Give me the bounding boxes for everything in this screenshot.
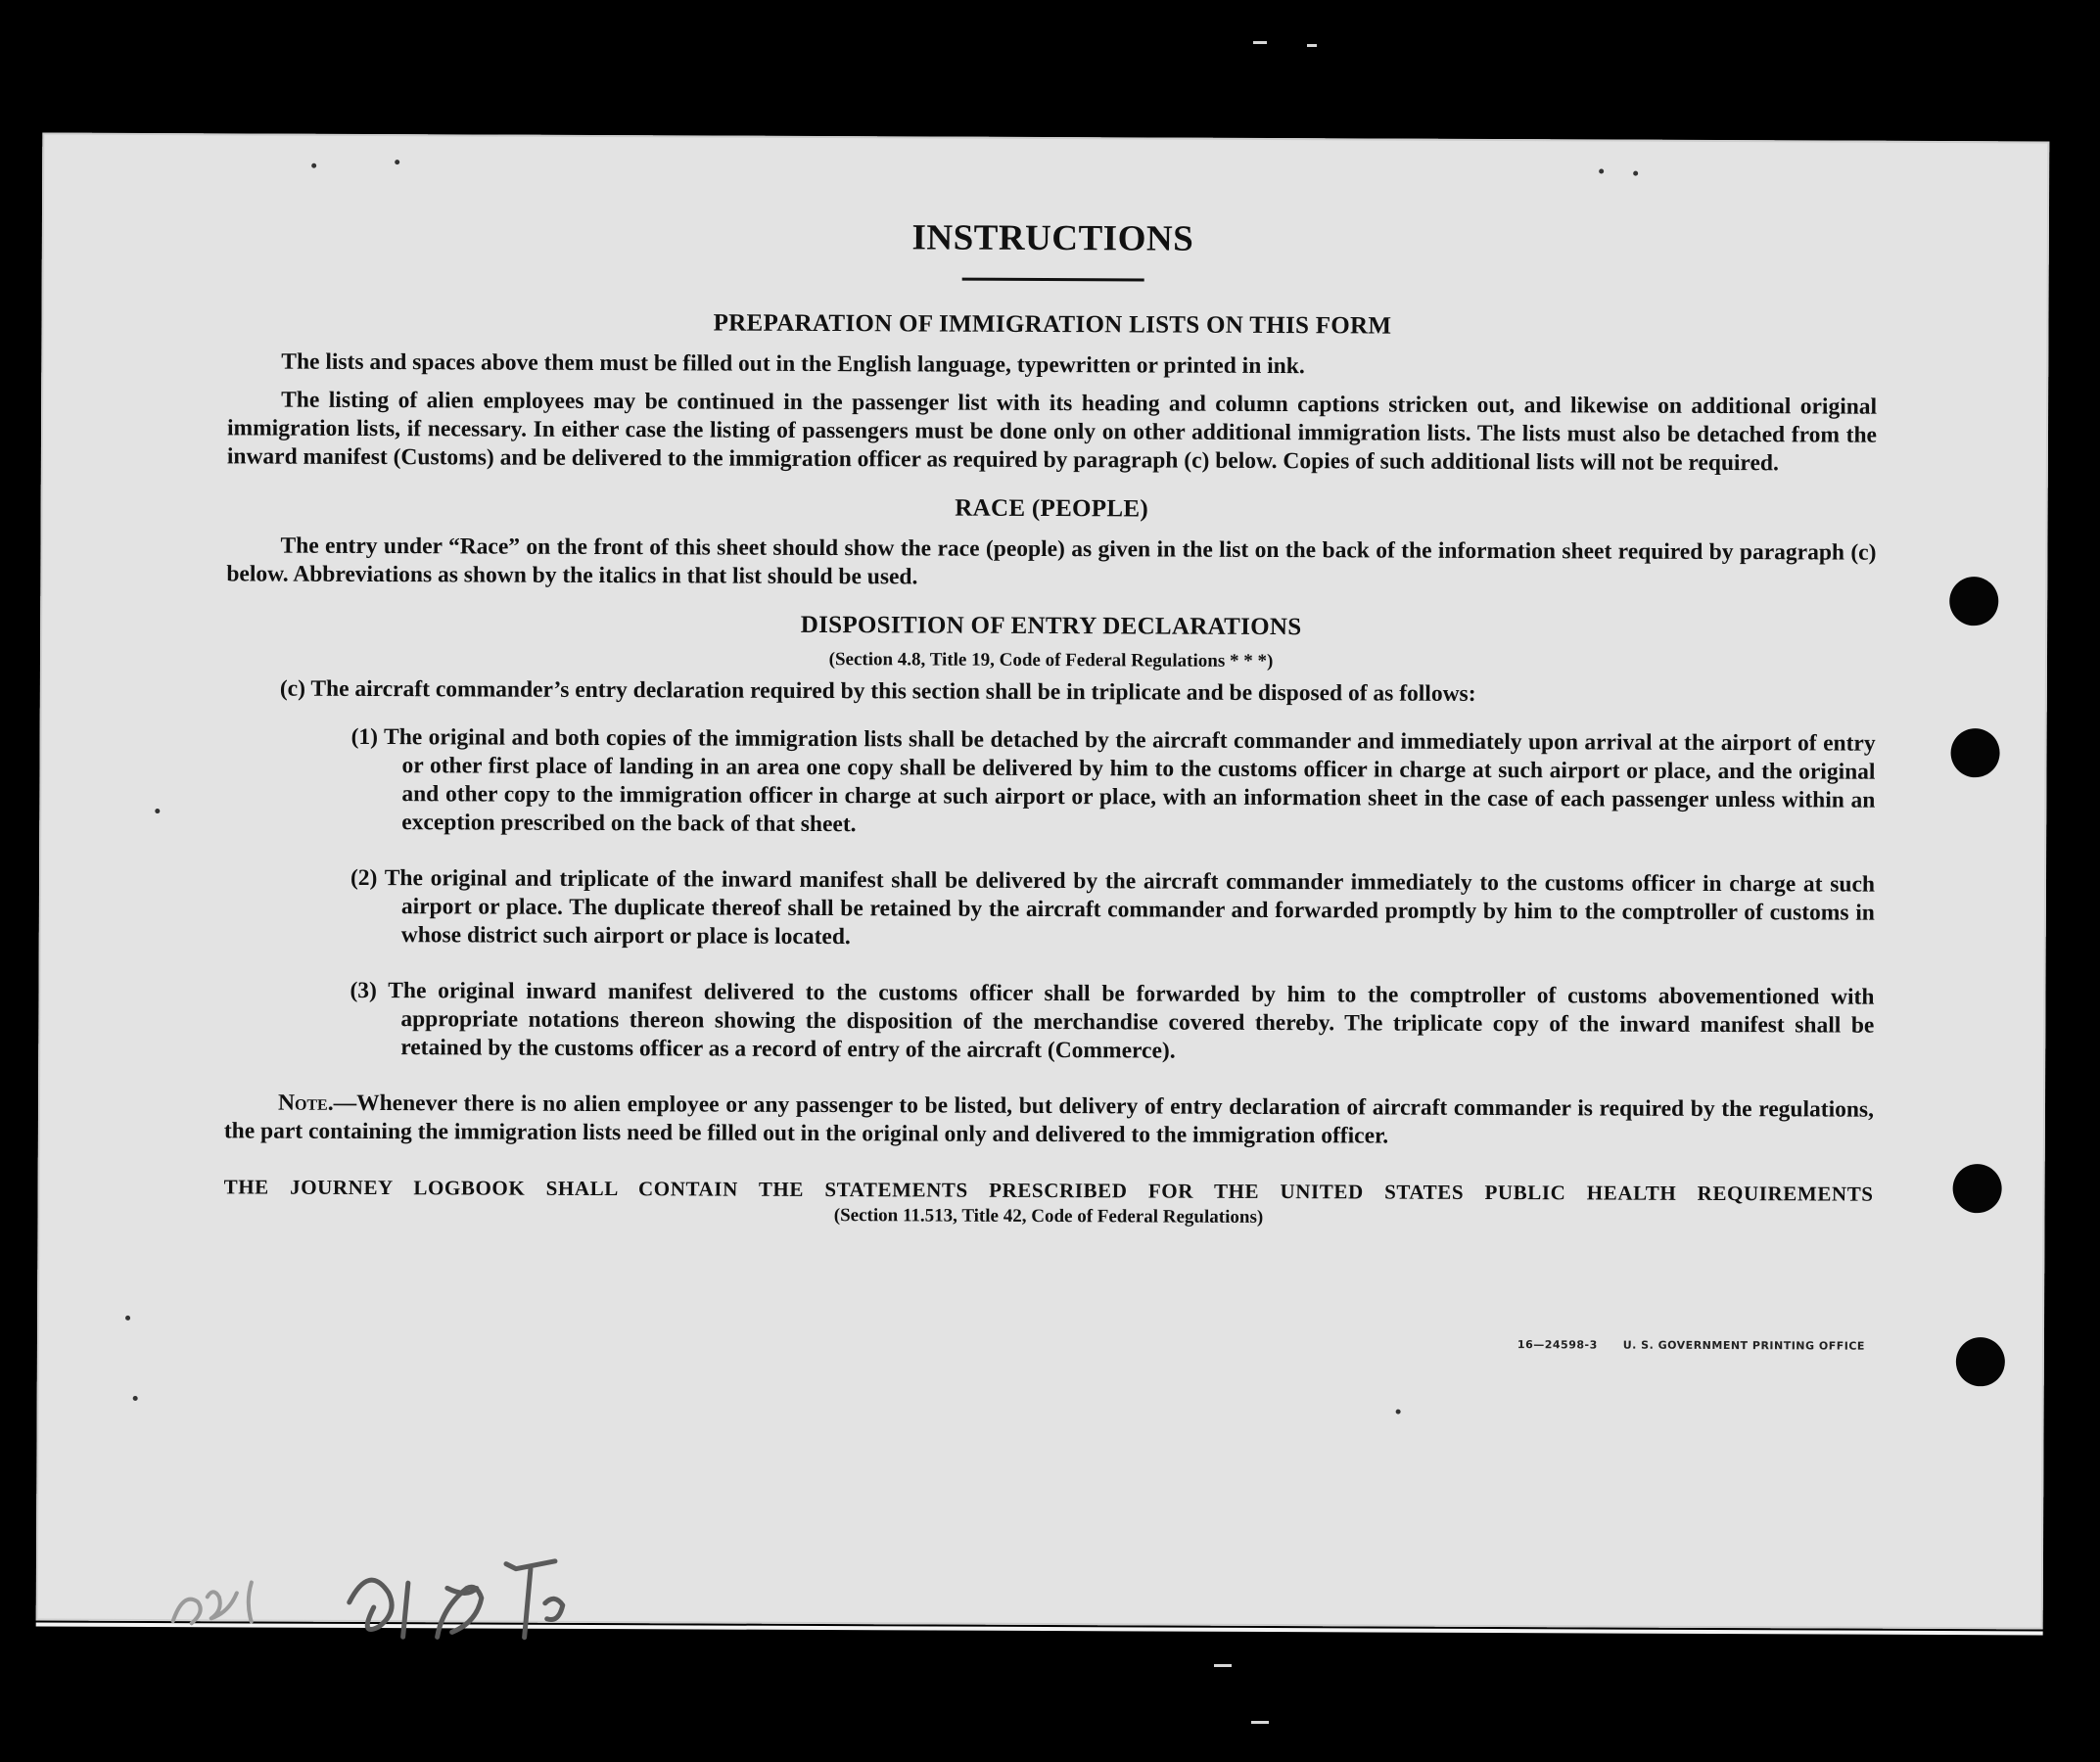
title-underline [961, 278, 1143, 282]
list-item: (3) The original inward manifest delivered to the customs officer shall be forwarded by him to the comptroller of customs abovementioned with appropriate notations thereon showing the disposition of the merchandise covered thereby. The triplicate copy of the inward manifest shall be retained by the customs officer as a record of entry of the aircraft (Commerce). [350, 977, 1875, 1064]
dust-speck [311, 163, 316, 168]
printing-imprint [1517, 1338, 1890, 1353]
scan-artifact [1214, 1664, 1232, 1667]
dust-speck [133, 1396, 138, 1401]
punch-hole [1950, 728, 1999, 777]
note-text: —Whenever there is no alien employee or any passenger to be listed, but delivery of entry declaration of aircraft commander is required by the regulations, the part containing the immigration lists need be filled out in the original only and delivered to the immigration officer. [223, 1090, 1875, 1149]
handwritten-signature-icon [154, 1543, 663, 1652]
logbook-statement: THE JOURNEY LOGBOOK SHALL CONTAIN THE STATEMENTS PRESCRIBED FOR THE UNITED STATES PUBLIC HEALTH REQUIREMENTS [223, 1175, 1874, 1206]
punch-hole [1956, 1337, 2005, 1386]
paper-sheet [36, 133, 2050, 1630]
paragraph-race: The entry under “Race” on the front of this sheet should show the race (people) as given in the list on the back of the information sheet required by paragraph (c) below. Abbreviations as shown by the italics in that list should be used. [226, 533, 1877, 590]
punch-hole [1949, 577, 1998, 626]
paragraph-language: The lists and spaces above them must be filled out in the English language, typewritten or printed in ink. [281, 348, 1305, 380]
dust-speck [1599, 168, 1604, 173]
form-number: 16—24598-3 [1517, 1338, 1598, 1352]
section-heading-preparation: PREPARATION OF IMMIGRATION LISTS ON THIS FORM [713, 309, 1392, 340]
dust-speck [1396, 1410, 1401, 1414]
note-label: Note. [277, 1090, 334, 1116]
dust-speck [125, 1316, 130, 1321]
paragraph-c: (c) The aircraft commander’s entry declaration required by this section shall be in triplicate and be disposed of as follows: [279, 675, 1476, 707]
paragraph-alien-employees: The listing of alien employees may be continued in the passenger list with its heading and column captions stricken out, and likewise on additional original immigration lists, if necessary. In either case the listing of passengers must be done only on other additional immigration lists. The lists must also be detached from the inward manifest (Customs) and be delivered to the immigration officer as required by paragraph (c) below. Copies of such additional lists will not be required. [226, 387, 1878, 477]
list-item: (1) The original and both copies of the immigration lists shall be detached by the aircraft commander and immediately upon arrival at the airport of entry or other first place of landing in an area one copy shall be delivered by him to the customs officer in charge at such airport or place, and the original and other copy to the immigration officer in charge at such airport or place, with an information sheet in the case of each passenger unless within an exception prescribed on the back of that sheet. [350, 723, 1876, 838]
logbook-citation: (Section 11.513, Title 42, Code of Federal Regulations) [833, 1205, 1264, 1228]
section-heading-disposition: DISPOSITION OF ENTRY DECLARATIONS [800, 611, 1302, 641]
punch-hole [1953, 1164, 2002, 1213]
scan-artifact [1251, 1721, 1269, 1724]
dust-speck [155, 809, 160, 813]
note-paragraph [224, 1089, 1874, 1152]
section-citation: (Section 4.8, Title 19, Code of Federal Regulations * * *) [828, 649, 1274, 672]
scan-artifact [1253, 41, 1267, 44]
dust-speck [395, 160, 399, 164]
instructions-body [223, 213, 1877, 1231]
dust-speck [1633, 171, 1638, 176]
section-heading-race: RACE (PEOPLE) [955, 494, 1149, 523]
printer-name: U. S. GOVERNMENT PRINTING OFFICE [1622, 1338, 1865, 1353]
scan-artifact [1307, 44, 1317, 47]
list-item: (2) The original and triplicate of the inward manifest shall be delivered by the aircraft commander immediately to the customs officer in charge at such airport or place. The duplicate thereof shall be retained by the aircraft commander and forwarded promptly by him to the comptroller of customs in whose district such airport or place is located. [350, 864, 1876, 951]
page-title: INSTRUCTIONS [911, 217, 1194, 259]
